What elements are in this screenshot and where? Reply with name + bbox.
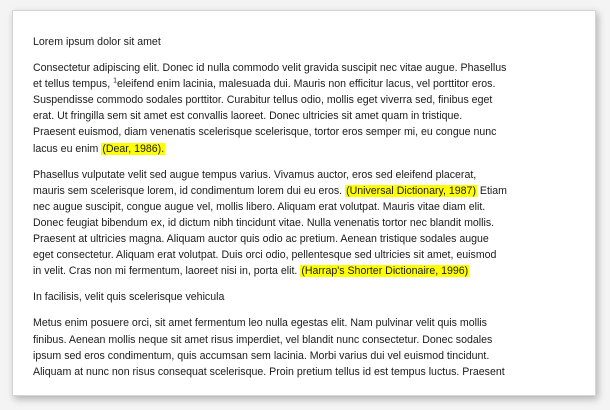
text-run: mauris sem scelerisque lorem, id condimentum lorem dui eu eros. xyxy=(33,184,346,197)
text-line xyxy=(33,76,581,92)
text-line: erat. Ut fringilla sem sit amet est convallis laoreet. Donec ultricies sit amet quam in tristique. xyxy=(33,110,463,123)
text-run: eleifend enim lacinia, malesuada dui. Mauris non efficitur lacus, vel porttitor eros. xyxy=(117,78,496,91)
text-line: ipsum sed eros condimentum, quis accumsan sem lacinia. Morbi varius dui vel euismod tincidunt. xyxy=(33,349,490,362)
paragraph xyxy=(33,167,581,280)
text-line xyxy=(33,141,581,157)
paragraph xyxy=(33,315,581,379)
text-line xyxy=(33,183,581,199)
text-line: Donec feugiat bibendum ex, id dictum nibh tincidunt vitae. Nulla venenatis tortor nec blandit mollis. xyxy=(33,216,495,229)
paragraph xyxy=(33,60,581,157)
section-heading: In facilisis, velit quis scelerisque vehicula xyxy=(33,291,225,304)
text-run: in velit. Cras non mi fermentum, laoreet nisi in, porta elit. xyxy=(33,265,301,278)
text-line: nec augue suscipit, congue augue vel, mollis libero. Aliquam erat volutpat. Mauris vitae diam elit. xyxy=(33,200,486,213)
text-line: Phasellus vulputate velit sed augue tempus varius. Vivamus auctor, eros sed eleifend placerat, xyxy=(33,168,477,181)
highlighted-citation[interactable]: (Universal Dictionary, 1987) xyxy=(346,184,476,197)
text-line: Metus enim posuere orci, sit amet fermentum leo nulla egestas elit. Nam pulvinar velit quis mollis xyxy=(33,317,487,330)
text-run: et tellus tempus, xyxy=(33,78,114,91)
text-run: Etiam xyxy=(476,184,508,197)
section-heading: Lorem ipsum dolor sit amet xyxy=(33,36,161,48)
text-line: Suspendisse commodo sodales porttitor. Curabitur tellus odio, mollis eget viverra sed, finibus eget xyxy=(33,94,493,107)
highlighted-citation[interactable]: (Harrap's Shorter Dictionaire, 1996) xyxy=(301,265,469,278)
text-line: Aliquam at nunc non risus consequat scelerisque. Proin pretium tellus id est tempus luctus. Praesent xyxy=(33,365,505,378)
text-line xyxy=(33,263,581,279)
text-line: eget consectetur. Aliquam erat volutpat. Duis orci odio, pellentesque sed ultricies sit amet, euismod xyxy=(33,249,497,262)
text-line: Praesent at ultricies magna. Aliquam auctor quis odio ac pretium. Aenean tristique sodales augue xyxy=(33,233,489,246)
highlighted-citation[interactable]: (Dear, 1986). xyxy=(102,142,165,155)
footnote-marker[interactable]: 1 xyxy=(113,77,117,85)
text-line: Praesent euismod, diam venenatis scelerisque scelerisque, tortor eros semper mi, eu congue nunc xyxy=(33,126,497,139)
text-run: lacus eu enim xyxy=(33,142,102,155)
text-line: finibus. Aenean mollis neque sit amet risus imperdiet, vel blandit nunc consectetur. Donec sodales xyxy=(33,333,493,346)
text-line: Consectetur adipiscing elit. Donec id nulla commodo velit gravida suscipit nec vitae augue. Phasellus xyxy=(33,62,507,75)
document-body xyxy=(33,34,581,380)
document-page xyxy=(12,10,596,396)
